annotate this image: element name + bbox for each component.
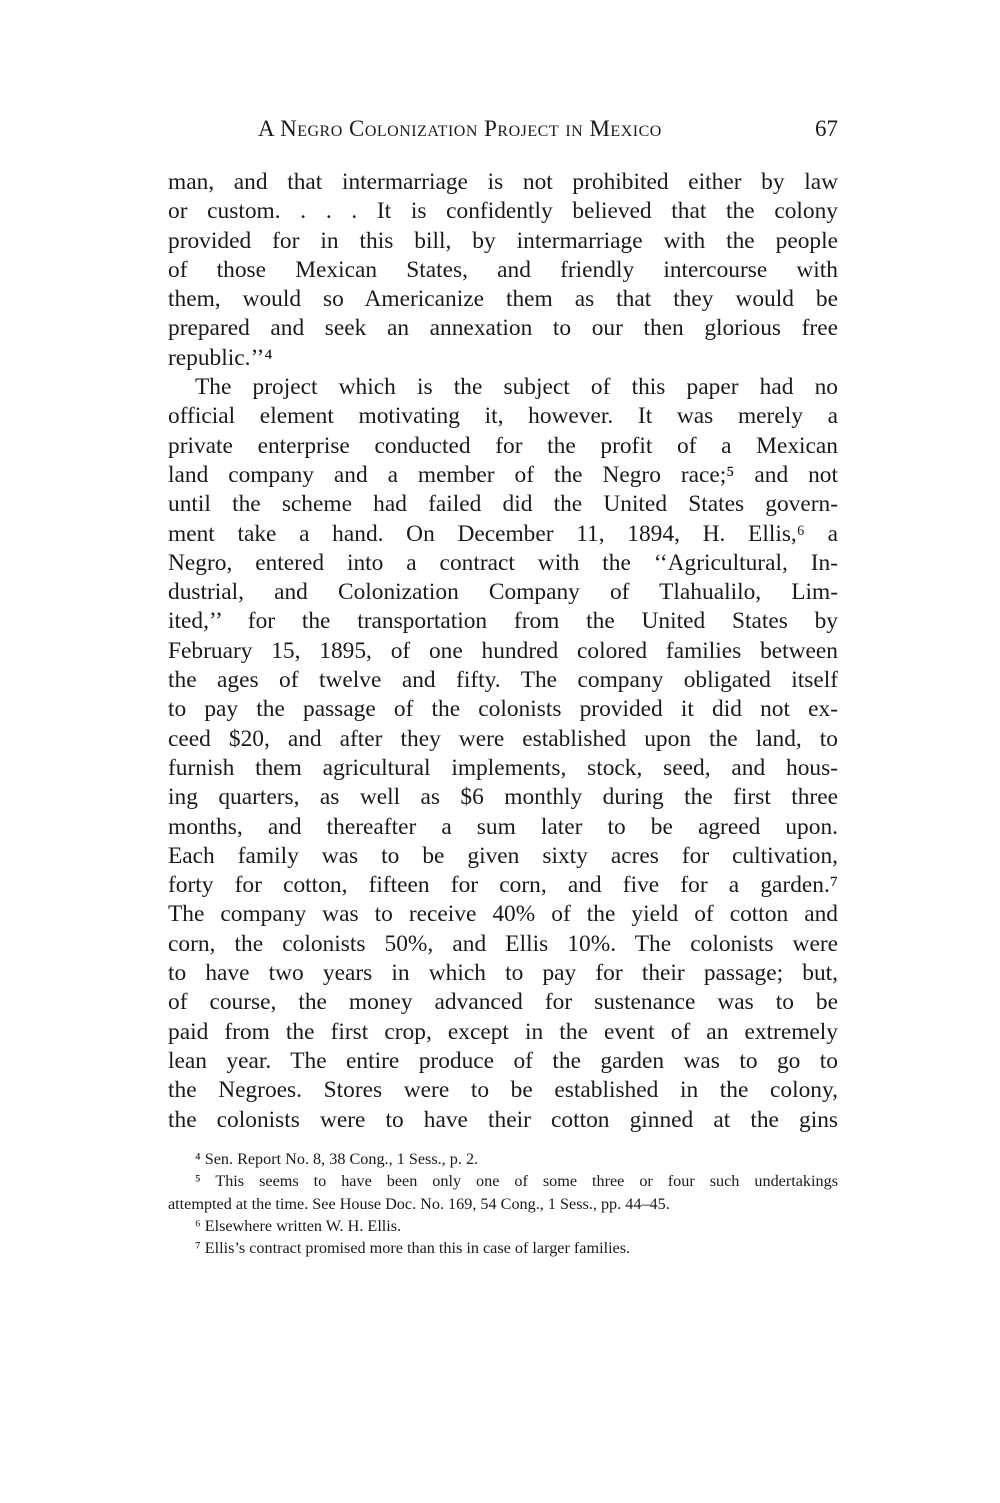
text-line: land company and a member of the Negro race;⁵ and not <box>168 461 838 488</box>
text-line: provided for in this bill, by intermarriage with the people <box>168 227 838 254</box>
footnote: ⁴ Sen. Report No. 8, 38 Cong., 1 Sess., p. 2. <box>195 1150 479 1168</box>
text-line: official element motivating it, however. It was merely a <box>168 403 838 430</box>
footnote-continuation: attempted at the time. See House Doc. No. 169, 54 Cong., 1 Sess., pp. 44–45. <box>168 1194 670 1213</box>
running-head <box>168 116 838 150</box>
footnote: ⁶ Elsewhere written W. H. Ellis. <box>195 1216 402 1235</box>
text-line: Each family was to be given sixty acres for cultivation, <box>168 842 838 869</box>
footnote: ⁵ This seems to have been only one of some three or four such undertakings <box>195 1172 838 1191</box>
text-line: republic.’’⁴ <box>168 344 273 371</box>
text-line: lean year. The entire produce of the garden was to go to <box>168 1047 838 1074</box>
text-line: to pay the passage of the colonists provided it did not ex- <box>168 696 838 723</box>
text-line: corn, the colonists 50%, and Ellis 10%. The colonists were <box>168 930 838 957</box>
text-line: of those Mexican States, and friendly intercourse with <box>168 256 838 283</box>
text-line: private enterprise conducted for the profit of a Mexican <box>168 432 838 459</box>
footnotes <box>168 1148 838 1259</box>
text-line: man, and that intermarriage is not prohibited either by law <box>168 169 838 195</box>
body-text <box>168 168 838 1135</box>
text-line: of course, the money advanced for sustenance was to be <box>168 989 838 1016</box>
text-line: ing quarters, as well as $6 monthly during the first three <box>168 784 838 811</box>
text-line: them, would so Americanize them as that they would be <box>168 286 838 313</box>
text-line: paid from the first crop, except in the event of an extremely <box>168 1018 838 1045</box>
text-line: dustrial, and Colonization Company of Tlahualilo, Lim- <box>168 579 838 606</box>
text-line: ited,’’ for the transportation from the United States by <box>168 608 838 635</box>
footnote: ⁷ Ellis’s contract promised more than this in case of larger families. <box>195 1239 631 1258</box>
text-line: The company was to receive 40% of the yield of cotton and <box>168 901 838 928</box>
text-line: ment take a hand. On December 11, 1894, H. Ellis,⁶ a <box>168 520 838 547</box>
text-line: the ages of twelve and fifty. The company obligated itself <box>168 667 838 694</box>
text-line: the colonists were to have their cotton ginned at the gins <box>168 1106 838 1133</box>
page-number: 67 <box>815 116 838 141</box>
text-line: the Negroes. Stores were to be established in the colony, <box>168 1077 838 1104</box>
running-title: A Negro Colonization Project in Mexico <box>258 116 662 141</box>
text-line: February 15, 1895, of one hundred colored families between <box>168 637 838 664</box>
text-line: The project which is the subject of this paper had no <box>195 374 838 401</box>
text-line: ceed $20, and after they were established upon the land, to <box>168 725 838 752</box>
text-line: prepared and seek an annexation to our then glorious free <box>168 315 838 342</box>
text-line: to have two years in which to pay for their passage; but, <box>168 960 838 987</box>
text-line: furnish them agricultural implements, stock, seed, and hous- <box>168 754 838 781</box>
text-line: months, and thereafter a sum later to be agreed upon. <box>168 813 838 840</box>
text-line: forty for cotton, fifteen for corn, and five for a garden.⁷ <box>168 872 838 899</box>
text-line: or custom. . . . It is confidently believed that the colony <box>168 198 838 225</box>
text-line: until the scheme had failed did the United States govern- <box>168 491 838 518</box>
text-line: Negro, entered into a contract with the ‘‘Agricultural, In- <box>168 549 838 576</box>
